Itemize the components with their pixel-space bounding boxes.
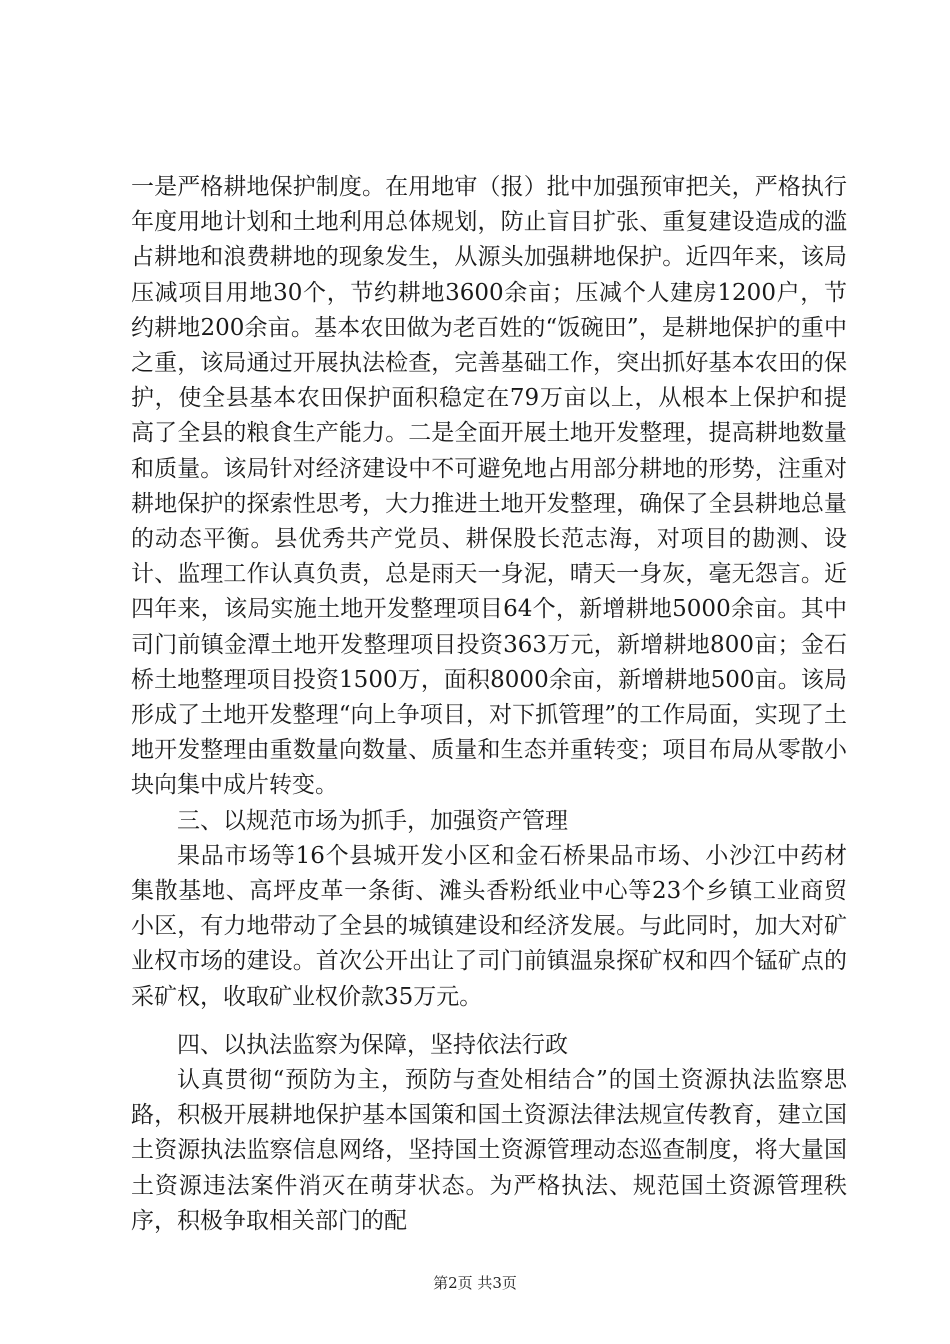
section-heading-market: 三、以规范市场为抓手，加强资产管理 xyxy=(177,807,568,834)
section-heading-enforcement: 四、以执法监察为保障，坚持依法行政 xyxy=(177,1031,568,1058)
paragraph-farmland-protection: 一是严格耕地保护制度。在用地审（报）批中加强预审把关，严格执行年度用地计划和土地利用总体规划，防止盲目扩张、重复建设造成的滥占耕地和浪费耕地的现象发生，从源头加强耕地保护。近四年来，该局压减项目用地30个，节约耕地3600余亩；压减个人建房1200户，节约耕地200余亩。基本农田做为老百姓的“饭碗田”，是耕地保护的重中之重，该局通过开展执法检查，完善基础工作，突出抓好基本农田的保护，使全县基本农田保护面积稳定在79万亩以上，从根本上保护和提高了全县的粮食生产能力。二是全面开展土地开发整理，提高耕地数量和质量。该局针对经济建设中不可避免地占用部分耕地的形势，注重对耕地保护的探索性思考，大力推进土地开发整理，确保了全县耕地总量的动态平衡。县优秀共产党员、耕保股长范志海，对项目的勘测、设计、监理工作认真负责，总是雨天一身泥，晴天一身灰，毫无怨言。近四年来，该局实施土地开发整理项目64个，新增耕地5000余亩。其中司门前镇金潭土地开发整理项目投资363万元，新增耕地800亩；金石桥土地整理项目投资1500万，面积8000余亩，新增耕地500亩。该局形成了土地开发整理“向上争项目，对下抓管理”的工作局面，实现了土地开发整理由重数量向数量、质量和生态并重转变；项目布局从零散小块向集中成片转变。 xyxy=(131,174,847,799)
document-body xyxy=(131,170,847,1239)
paragraph-market: 果品市场等16个县城开发小区和金石桥果品市场、小沙江中药材集散基地、高坪皮革一条街、滩头香粉纸业中心等23个乡镇工业商贸小区，有力地带动了全县的城镇建设和经济发展。与此同时，加大对矿业权市场的建设。首次公开出让了司门前镇温泉探矿权和四个锰矿点的采矿权，收取矿业权价款35万元。 xyxy=(131,842,847,1010)
paragraph-enforcement: 认真贯彻“预防为主，预防与查处相结合”的国土资源执法监察思路，积极开展耕地保护基本国策和国土资源法律法规宣传教育，建立国土资源执法监察信息网络，坚持国土资源管理动态巡查制度，将大量国土资源违法案件消灭在萌芽状态。为严格执法、规范国土资源管理秩序，积极争取相关部门的配 xyxy=(131,1067,847,1234)
page-number-footer: 第2页 共3页 xyxy=(433,1274,517,1292)
